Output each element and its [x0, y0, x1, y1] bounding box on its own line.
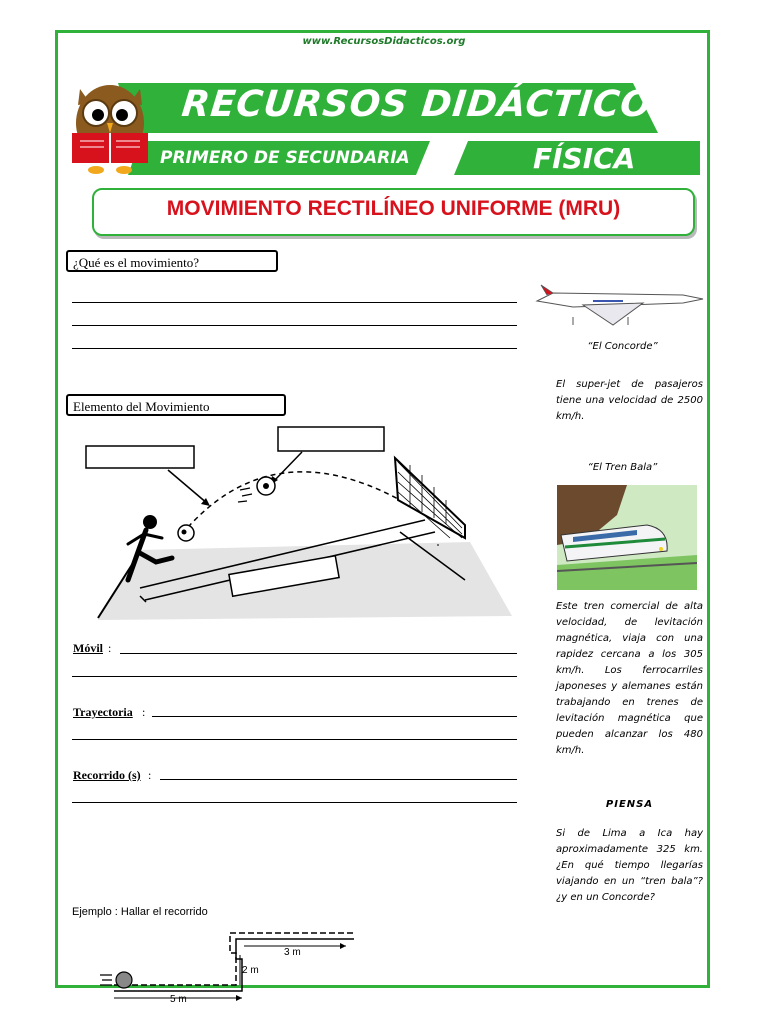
field-label-recorrido: Recorrido (s) — [73, 768, 141, 782]
field-label-movil: Móvil — [73, 641, 103, 655]
label-blank-box[interactable] — [86, 446, 194, 468]
ball-icon — [116, 972, 132, 988]
answer-line[interactable] — [160, 779, 517, 780]
answer-line[interactable] — [72, 739, 517, 740]
example-text: Ejemplo : Hallar el recorrido — [72, 906, 208, 918]
answer-line[interactable] — [72, 302, 517, 303]
concorde-icon — [533, 283, 705, 333]
tren-text: Este tren comercial de alta velocidad, de levitación magnética, viaja con una rapidez cercana a los 305 km/h. Los ferrocarriles japoneses y alemanes están trabajando en trenes de levitación magnética que pueden alcanzar los 480 km/h. — [556, 601, 703, 756]
example-diagram — [96, 925, 366, 1005]
field-colon: : — [148, 768, 152, 782]
section-que-es-label: ¿Qué es el movimiento? — [66, 250, 278, 272]
answer-line[interactable] — [120, 653, 517, 654]
piensa-text: Si de Lima a Ica hay aproximadamente 325 km. ¿En qué tiempo llegarías viajando en un “tren bala”? ¿y en un Concorde? — [556, 828, 703, 903]
field-label-trayectoria: Trayectoria — [73, 705, 133, 719]
site-url[interactable]: www.RecursosDidacticos.org — [302, 36, 466, 47]
answer-line[interactable] — [152, 716, 517, 717]
piensa-title: PIENSA — [605, 799, 654, 810]
concorde-caption: “El Concorde” — [587, 341, 658, 352]
answer-line[interactable] — [72, 676, 517, 677]
dim-2m-label: 2 m — [242, 965, 259, 976]
field-colon: : — [108, 641, 112, 655]
banner-title: RECURSOS DIDÁCTICOS — [179, 84, 682, 125]
soccer-diagram — [80, 420, 520, 620]
concorde-text: El super-jet de pasajeros tiene una velocidad de 2500 km/h. — [556, 379, 703, 422]
label-blank-box[interactable] — [278, 427, 384, 451]
bullet-train-icon — [557, 485, 697, 590]
dim-3m-label: 3 m — [284, 947, 301, 958]
dim-5m-label: 5 m — [170, 994, 187, 1005]
answer-line[interactable] — [72, 325, 517, 326]
banner-level: PRIMERO DE SECUNDARIA — [160, 148, 410, 168]
answer-line[interactable] — [72, 348, 517, 349]
answer-line[interactable] — [72, 802, 517, 803]
tren-caption: “El Tren Bala” — [587, 462, 658, 473]
banner-subject: FÍSICA — [533, 142, 636, 175]
field-colon: : — [142, 705, 146, 719]
owl-logo-icon — [72, 85, 148, 174]
section-elemento-label: Elemento del Movimiento — [66, 394, 286, 416]
topic-title: MOVIMIENTO RECTILÍNEO UNIFORME (MRU) — [166, 197, 621, 220]
